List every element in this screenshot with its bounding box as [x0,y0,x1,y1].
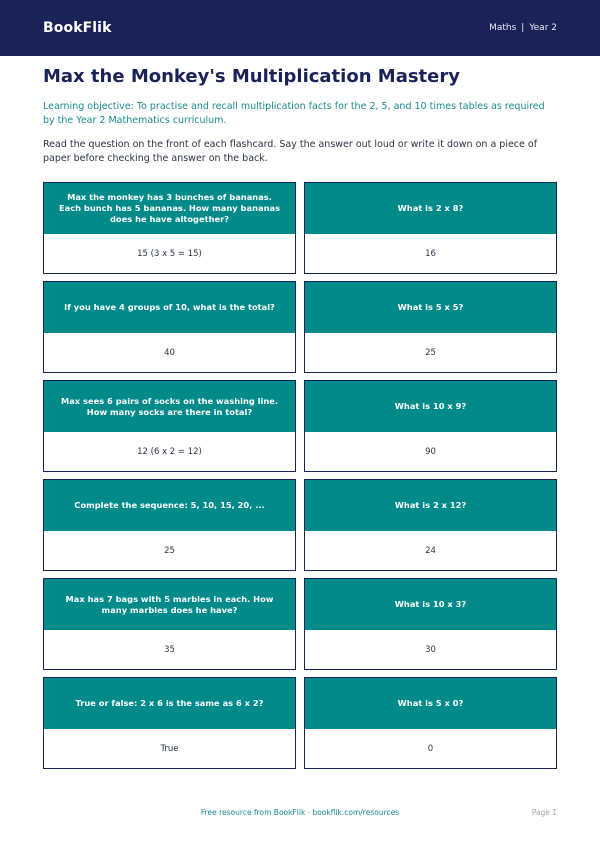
flashcard [304,281,557,373]
flashcard [304,677,557,769]
flashcard-question: Max sees 6 pairs of socks on the washing line. How many socks are there in total? [44,381,295,432]
flashcard-question: What is 5 x 0? [305,678,556,729]
separator: | [521,23,525,33]
flashcard [43,182,296,274]
year-label: Year 2 [529,23,557,33]
flashcard-answer: 30 [305,630,556,669]
footer [0,808,600,820]
instructions: Read the question on the front of each flashcard. Say the answer out loud or write it down on a piece of paper before checking the answer on the back. [43,139,538,164]
flashcard [43,677,296,769]
flashcard-question: Max has 7 bags with 5 marbles in each. How many marbles does he have? [44,579,295,630]
flashcard [43,380,296,472]
flashcard [304,182,557,274]
flashcard-question: Max the monkey has 3 bunches of bananas. Each bunch has 5 bananas. How many bananas does he have altogether? [44,183,295,234]
flashcard-answer: 90 [305,432,556,471]
flashcard [304,578,557,670]
flashcard-question: Complete the sequence: 5, 10, 15, 20, ... [44,480,295,531]
flashcard-answer: 12 (6 x 2 = 12) [44,432,295,471]
flashcard-answer: 40 [44,333,295,372]
flashcard [43,281,296,373]
learning-objective: Learning objective: To practise and recall multiplication facts for the 2, 5, and 10 times tables as required by the Year 2 Mathematics curriculum. [43,101,545,126]
flashcard-answer: 35 [44,630,295,669]
flashcard-answer: True [44,729,295,768]
brand-logo: BookFlik [43,20,112,36]
flashcard-question: If you have 4 groups of 10, what is the total? [44,282,295,333]
flashcard [304,380,557,472]
flashcard-question: What is 10 x 9? [305,381,556,432]
flashcard [304,479,557,571]
flashcard-answer: 0 [305,729,556,768]
flashcard-answer: 15 (3 x 5 = 15) [44,234,295,273]
flashcard-answer: 25 [44,531,295,570]
flashcard-answer: 16 [305,234,556,273]
flashcard-question: What is 5 x 5? [305,282,556,333]
flashcard-question: What is 10 x 3? [305,579,556,630]
flashcard-grid [43,182,557,769]
subject-label: Maths [489,23,517,33]
subject-year [489,23,557,33]
top-bar [0,0,600,56]
flashcard-question: True or false: 2 x 6 is the same as 6 x 2? [44,678,295,729]
flashcard-question: What is 2 x 8? [305,183,556,234]
flashcard-answer: 24 [305,531,556,570]
page-title: Max the Monkey's Multiplication Mastery [43,66,460,87]
flashcard [43,479,296,571]
page-number: Page 1 [531,808,557,817]
flashcard-question: What is 2 x 12? [305,480,556,531]
footer-credit-link[interactable]: Free resource from BookFlik · bookflik.com/resources [200,808,400,817]
flashcard [43,578,296,670]
flashcard-answer: 25 [305,333,556,372]
